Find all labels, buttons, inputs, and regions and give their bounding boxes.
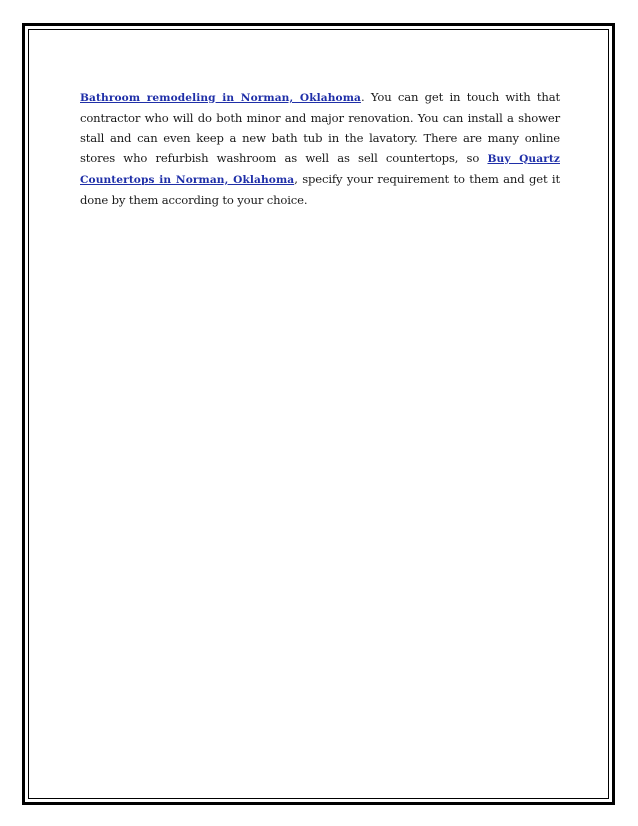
body-paragraph xyxy=(80,87,560,210)
paragraph-text-part-2: , specify your requirement to them and get it done by them according to your choice. xyxy=(80,171,560,207)
buy-quartz-countertops-link[interactable]: Buy Quartz Countertops in Norman, Oklahoma xyxy=(80,152,560,186)
paragraph-text-part-1: . You can get in touch with that contractor who will do both minor and major renovation. You can install a shower stall and can even keep a new bath tub in the lavatory. There are many online stores who refurbish washroom as well as sell countertops, so xyxy=(80,89,560,165)
bathroom-remodeling-link[interactable]: Bathroom remodeling in Norman, Oklahoma xyxy=(80,91,361,104)
